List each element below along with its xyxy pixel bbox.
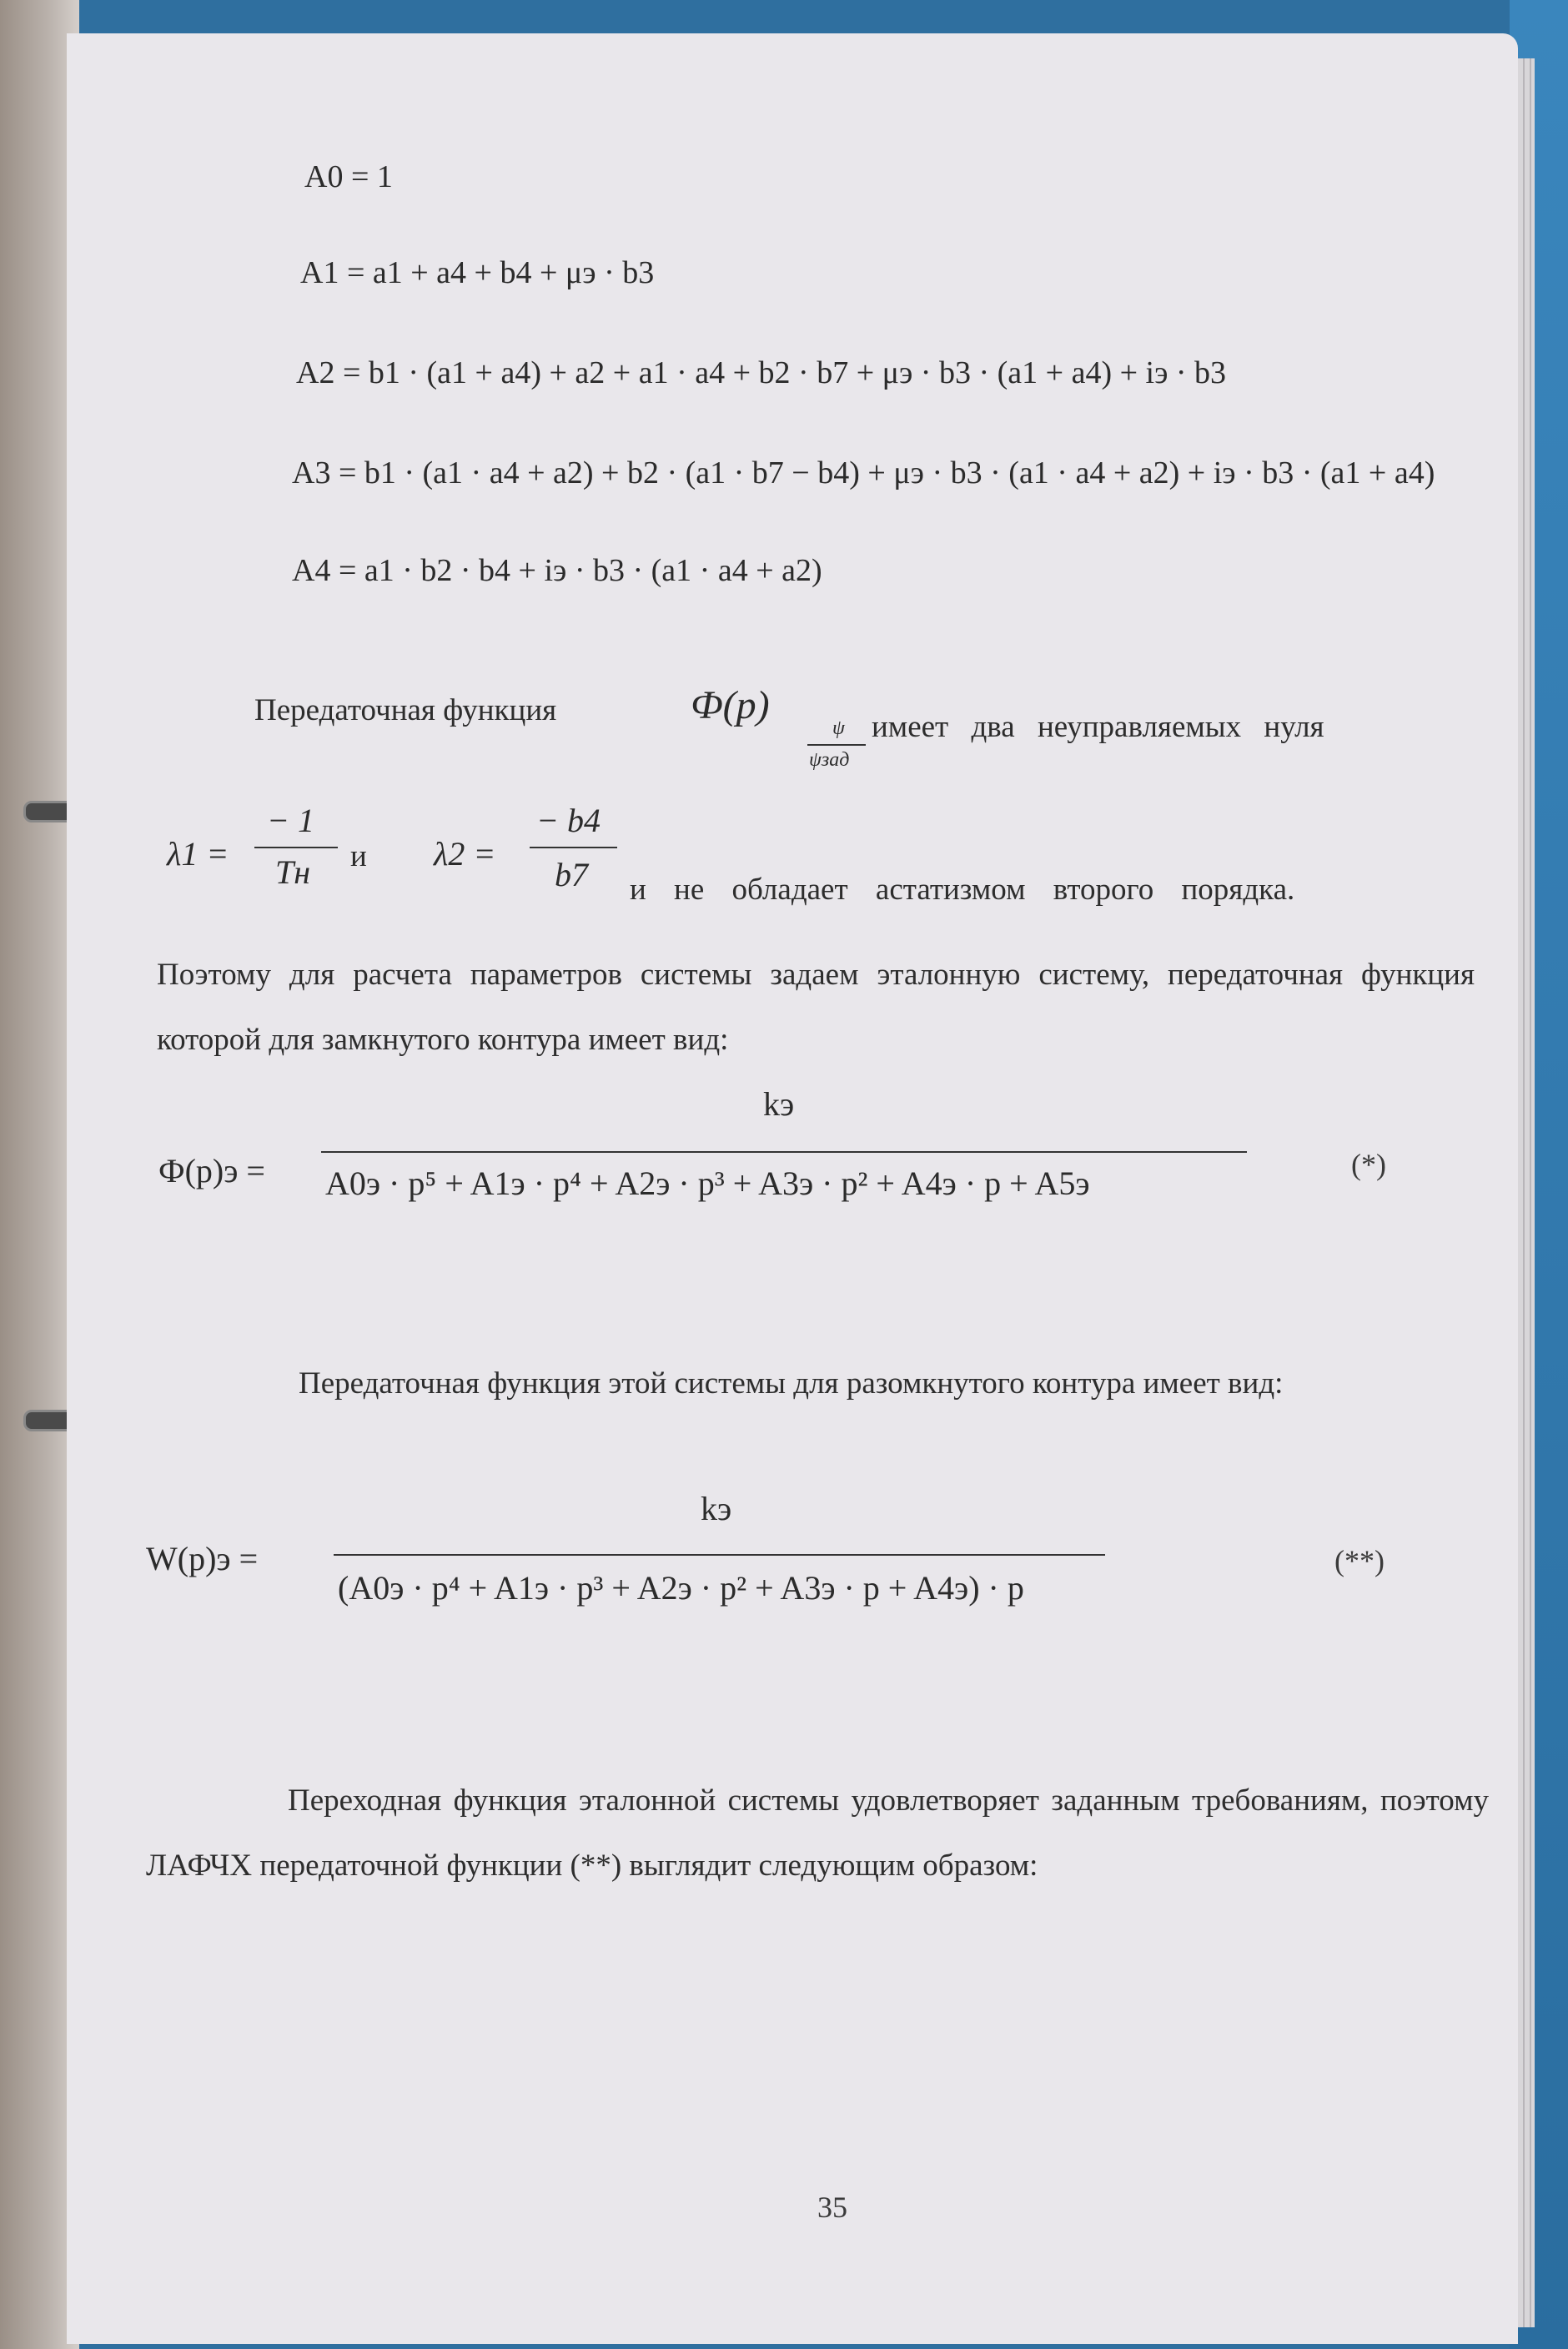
closed-tf-numerator: kэ xyxy=(763,1085,795,1123)
open-tf-numerator: kэ xyxy=(701,1490,732,1527)
lambda1-numerator: − 1 xyxy=(267,802,314,839)
formula-a1: A1 = a1 + a4 + b4 + μэ · b3 xyxy=(300,255,655,290)
equation-label-1: (*) xyxy=(1351,1148,1386,1181)
lambda2-label: λ2 = xyxy=(434,835,496,873)
fraction-bar xyxy=(321,1151,1247,1153)
paragraph-4: Переходная функция эталонной системы удовлетворяет заданным требованиям, поэтому ЛАФЧХ передаточной функции (**) выглядит следующим образом: xyxy=(146,1783,1489,1883)
paragraph-2: Поэтому для расчета параметров системы задаем эталонную систему, передаточная функция которой для замкнутого контура имеет вид: xyxy=(157,958,1475,1057)
closed-tf-fraction xyxy=(321,1084,1322,1235)
fraction-bar xyxy=(254,847,338,848)
formula-a4: A4 = a1 · b2 · b4 + iэ · b3 · (a1 · a4 + a2) xyxy=(292,553,822,588)
formula-a3: A3 = b1 · (a1 · a4 + a2) + b2 · (a1 · b7 − b4) + μэ · b3 · (a1 · a4 + a2) + iэ · b3 · (a1 + a4) xyxy=(292,455,1435,490)
lambda1-fraction xyxy=(254,801,346,901)
subscript-denominator: ψзад xyxy=(809,749,850,771)
closed-tf-denominator: A0э · p⁵ + A1э · p⁴ + A2э · p³ + A3э · p² + A4э · p + A5э xyxy=(325,1164,1090,1202)
closed-tf-lhs: Ф(p)э = xyxy=(158,1152,265,1190)
para1-phi: Ф(p) xyxy=(691,683,770,727)
formula-a0: A0 = 1 xyxy=(304,159,393,194)
page-number: 35 xyxy=(817,2191,847,2224)
lambda-tail: и не обладает астатизмом второго порядка. xyxy=(630,873,1295,907)
formula-a2: A2 = b1 · (a1 + a4) + a2 + a1 · a4 + b2 · b7 + μэ · b3 · (a1 + a4) + iэ · b3 xyxy=(296,355,1227,390)
lambda2-fraction xyxy=(530,801,630,909)
paragraph-3: Передаточная функция этой системы для разомкнутого контура имеет вид: xyxy=(299,1366,1284,1401)
lambda1-denominator: Tн xyxy=(275,853,311,891)
fraction-bar xyxy=(334,1554,1105,1556)
para1-tail: имеет два неуправляемых нуля xyxy=(872,710,1324,744)
lambda1-label: λ1 = xyxy=(167,835,229,873)
conjunction: и xyxy=(350,839,367,873)
fraction-bar xyxy=(807,744,866,746)
open-tf-fraction xyxy=(334,1489,1168,1631)
para1-lead: Передаточная функция xyxy=(254,693,557,727)
equation-label-2: (**) xyxy=(1334,1544,1385,1577)
lambda2-numerator: − b4 xyxy=(536,802,601,839)
open-tf-denominator: (A0э · p⁴ + A1э · p³ + A2э · p² + A3э · p + A4э) · p xyxy=(338,1569,1024,1607)
lambda2-denominator: b7 xyxy=(555,856,588,893)
open-tf-lhs: W(p)э = xyxy=(146,1540,259,1577)
subscript-numerator: ψ xyxy=(832,717,845,739)
document-page xyxy=(67,33,1518,2344)
fraction-bar xyxy=(530,847,617,848)
